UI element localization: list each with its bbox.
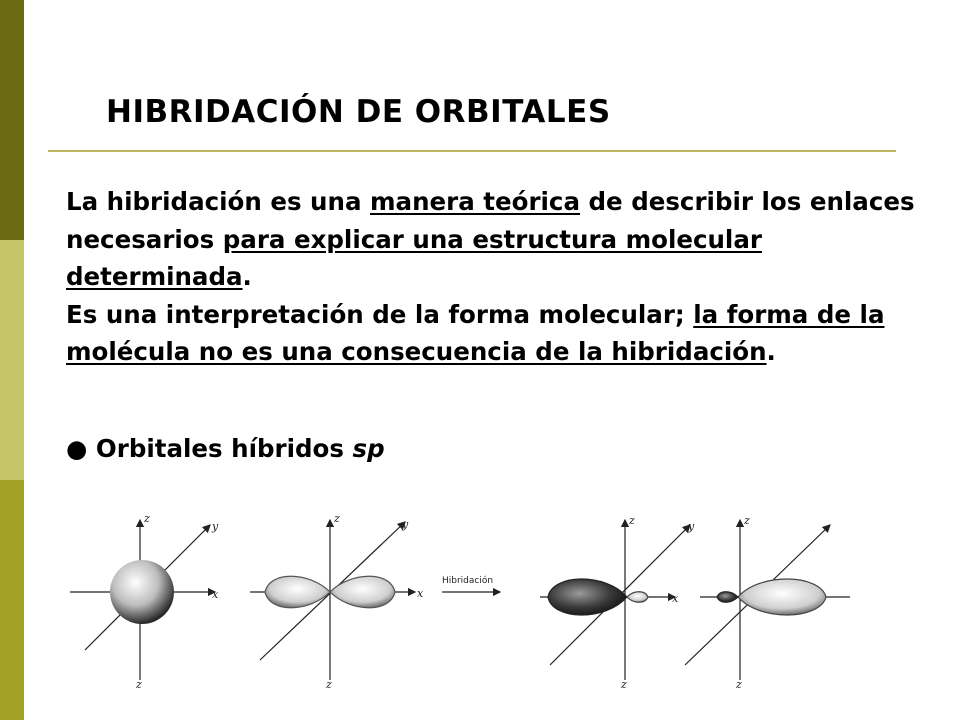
bullet-text-italic: sp <box>352 434 385 463</box>
text-span: Es una interpretación de la forma molecular; <box>66 299 694 329</box>
axis-label-z: z <box>334 512 340 525</box>
bullet-text: Orbitales híbridos <box>95 434 353 463</box>
paragraph-definition <box>66 183 936 296</box>
axis-label-y: y <box>212 520 219 533</box>
axis-label-x: x <box>212 588 219 601</box>
slide-body <box>66 183 936 371</box>
text-span: . <box>242 262 252 291</box>
sidebar-band-middle <box>0 240 24 480</box>
orbital-diagram <box>60 500 860 690</box>
axis-label-z-neg: z <box>621 678 627 690</box>
text-span: La hibridación es una <box>66 187 371 216</box>
axis-label-z: z <box>744 514 750 527</box>
paragraph-interpretation <box>66 296 936 371</box>
text-span: de describir los enlaces necesarios <box>66 187 915 254</box>
sp-hybrid-right-panel <box>685 520 850 680</box>
underlined-span: para explicar una estructura molecular determinada <box>66 224 762 291</box>
axis-label-z: z <box>629 514 635 527</box>
title-divider <box>48 150 896 152</box>
axis-label-y: y <box>402 518 409 531</box>
sidebar-band-top <box>0 0 24 240</box>
p-orbital-panel <box>250 520 415 680</box>
underlined-span: manera teórica <box>370 187 580 216</box>
sidebar-band-bottom <box>0 480 24 720</box>
underlined-span: la forma de la molécula no es una consecuencia de la hibridación <box>66 299 885 366</box>
axis-label-x: x <box>672 592 679 605</box>
axis-label-z-neg: z <box>136 678 142 690</box>
sp-hybrid-left-panel <box>540 520 690 680</box>
axis-label-x: x <box>417 587 424 600</box>
axis-label-z: z <box>144 512 150 525</box>
axis-label-y: y <box>688 520 695 533</box>
text-span: . <box>766 337 776 366</box>
axis-label-z-neg: z <box>326 678 332 690</box>
bullet-icon: ● <box>66 434 88 463</box>
orbital-figure <box>60 500 860 690</box>
bullet-item <box>66 434 385 463</box>
axis-label-z-neg: z <box>736 678 742 690</box>
slide-title: HIBRIDACIÓN DE ORBITALES <box>106 94 611 130</box>
hybridization-label: Hibridación <box>442 576 494 586</box>
s-orbital-panel <box>70 520 215 680</box>
